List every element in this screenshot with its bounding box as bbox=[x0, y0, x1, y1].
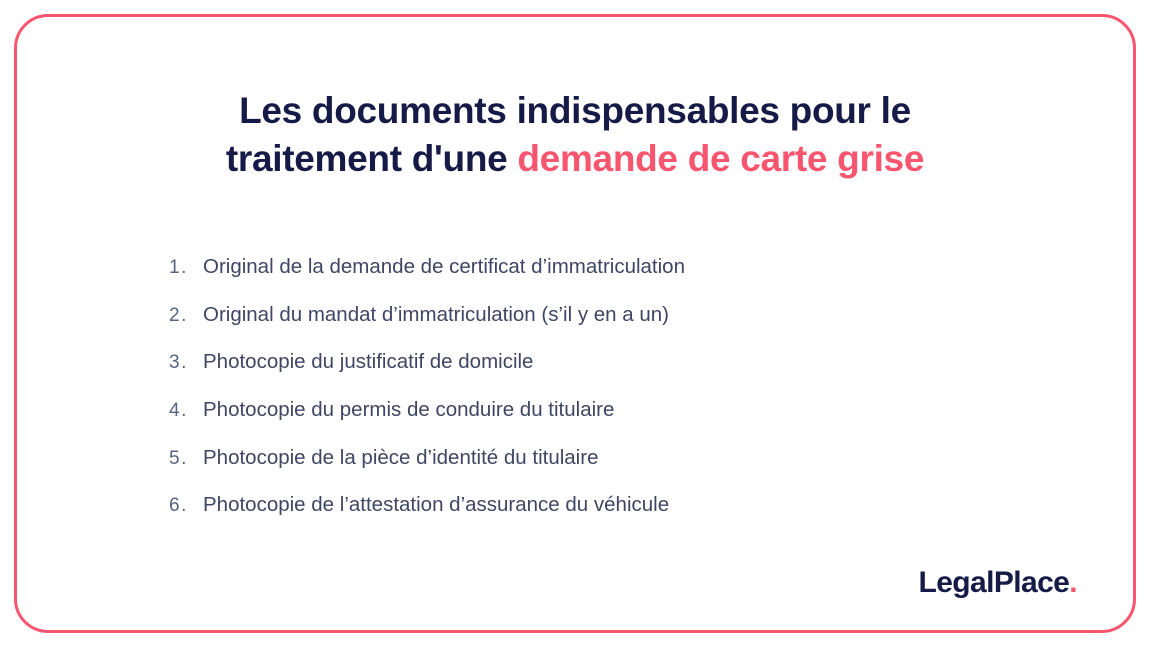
list-item-number: 2. bbox=[169, 304, 188, 326]
title-line-2-accent: demande de carte grise bbox=[517, 138, 925, 180]
list-item-label: Photocopie de la pièce d’identité du titulaire bbox=[203, 445, 599, 469]
list-item-number: 6. bbox=[169, 495, 188, 517]
list-item-label: Photocopie du permis de conduire du titulaire bbox=[203, 397, 615, 421]
list-item-number: 5. bbox=[169, 447, 188, 469]
list-item-label: Original de la demande de certificat d’immatriculation bbox=[203, 255, 685, 279]
logo-dot: . bbox=[1069, 566, 1077, 599]
list-item-label: Photocopie de l’attestation d’assurance du véhicule bbox=[203, 493, 670, 517]
list-item bbox=[77, 303, 1073, 328]
list-item bbox=[77, 493, 1073, 518]
logo-text: LegalPlace bbox=[918, 566, 1070, 599]
list-item-number: 1. bbox=[169, 257, 188, 279]
list-item-number: 3. bbox=[169, 352, 188, 374]
title-line-2-plain: traitement d'une bbox=[225, 138, 518, 180]
list-item-number: 4. bbox=[169, 399, 188, 421]
info-card bbox=[14, 14, 1136, 633]
list-item bbox=[77, 446, 1073, 471]
list-item-label: Original du mandat d’immatriculation (s’il y en a un) bbox=[203, 302, 670, 326]
title-line-2 bbox=[77, 135, 1073, 183]
list-item bbox=[77, 255, 1073, 280]
page-title bbox=[77, 87, 1073, 183]
list-item-label: Photocopie du justificatif de domicile bbox=[203, 350, 534, 374]
legalplace-logo bbox=[918, 566, 1077, 600]
list-item bbox=[77, 350, 1073, 375]
title-line-1: Les documents indispensables pour le bbox=[239, 90, 911, 131]
documents-list bbox=[77, 255, 1073, 518]
list-item bbox=[77, 398, 1073, 423]
